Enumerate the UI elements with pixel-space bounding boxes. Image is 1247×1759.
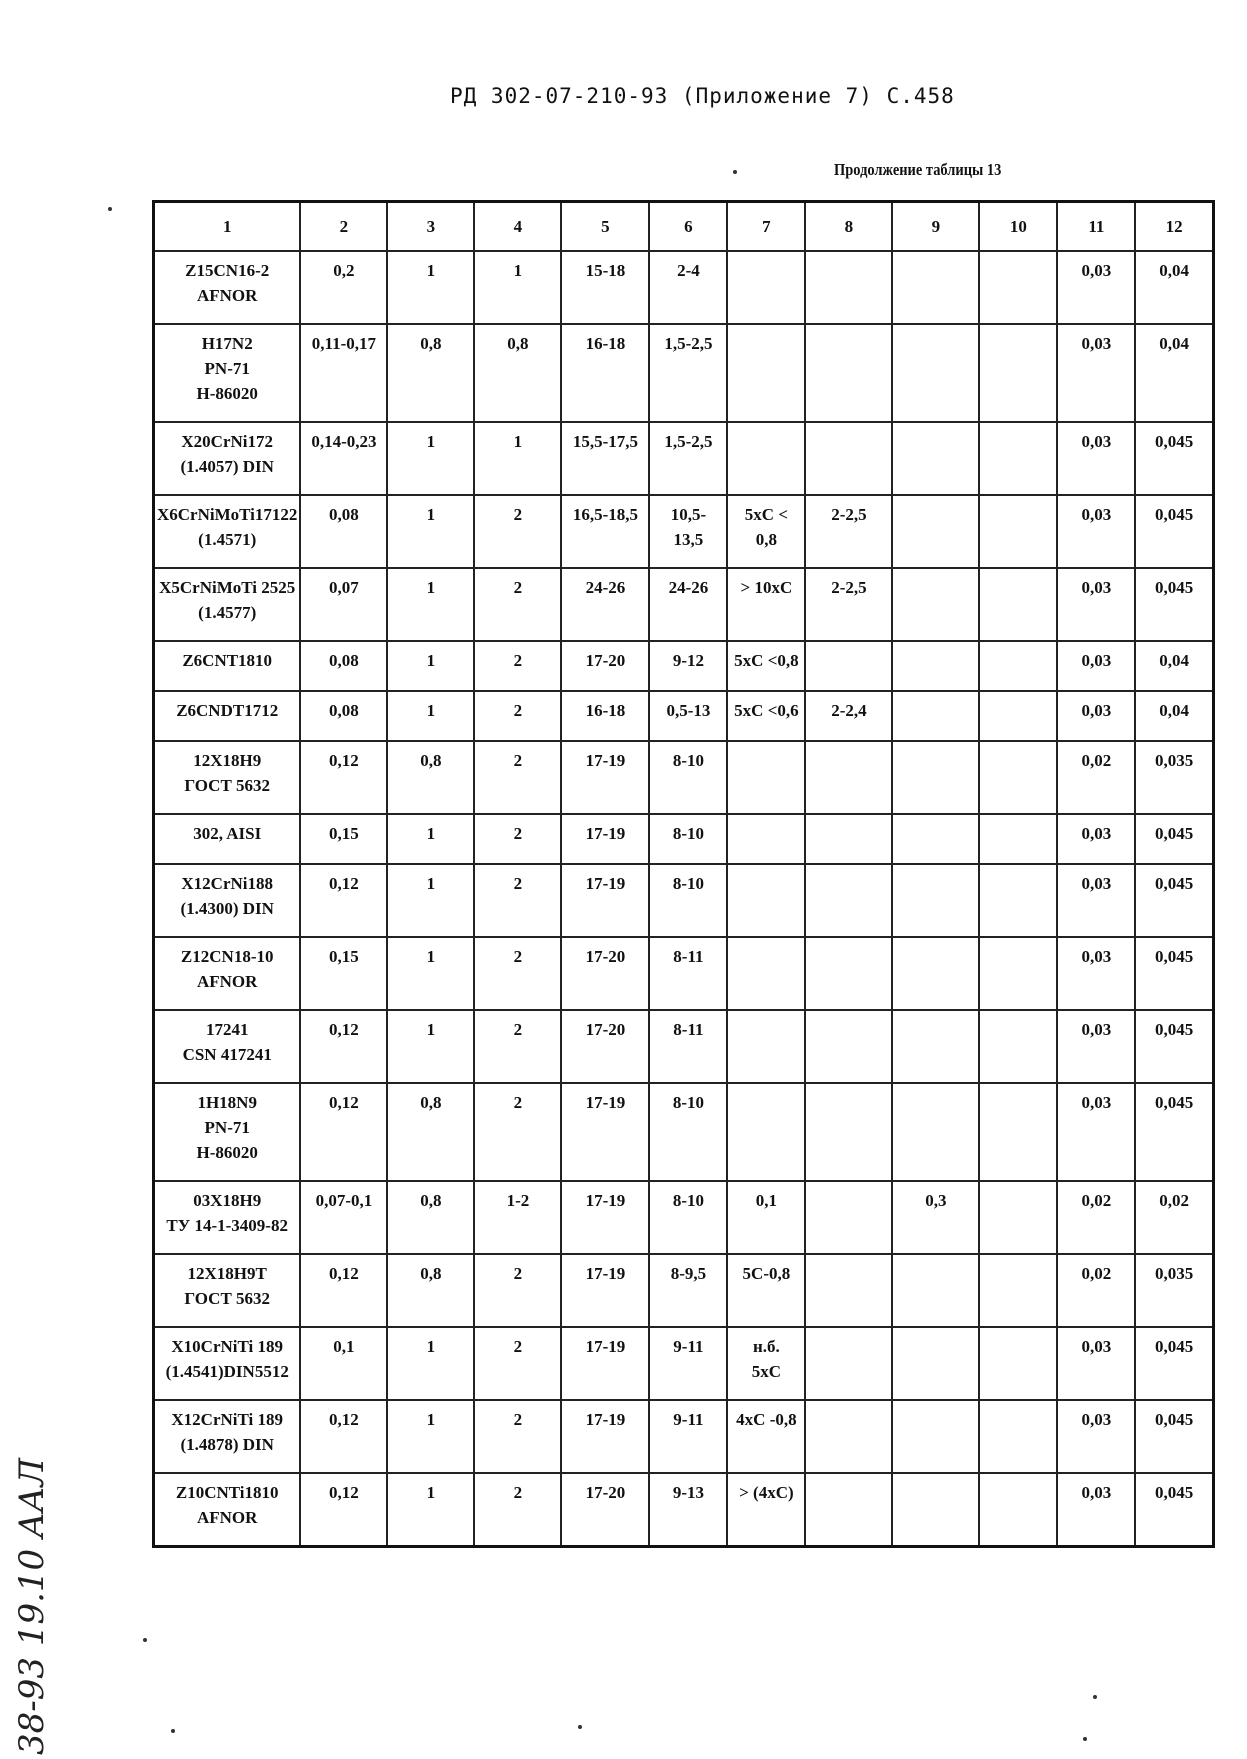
value-cell: 0,03 <box>1057 251 1135 324</box>
steel-grade-cell: 302, AISI <box>154 814 301 864</box>
value-cell: 1 <box>387 1473 474 1546</box>
table-row <box>154 1400 1214 1473</box>
value-cell: > (4хС) <box>727 1473 805 1546</box>
value-cell: 0,12 <box>300 1473 387 1546</box>
table-row <box>154 1327 1214 1400</box>
value-cell <box>805 1400 892 1473</box>
value-cell <box>892 864 979 937</box>
value-cell: 0,12 <box>300 1083 387 1181</box>
column-header-4: 4 <box>474 202 561 252</box>
value-cell <box>805 814 892 864</box>
value-cell <box>979 324 1057 422</box>
value-cell <box>892 741 979 814</box>
value-cell <box>805 741 892 814</box>
value-cell <box>892 495 979 568</box>
value-cell: 0,8 <box>387 1181 474 1254</box>
column-header-2: 2 <box>300 202 387 252</box>
value-cell: 0,1 <box>727 1181 805 1254</box>
value-cell <box>979 1473 1057 1546</box>
scan-speck <box>1093 1695 1097 1699</box>
value-cell: 2 <box>474 495 561 568</box>
value-cell <box>727 251 805 324</box>
value-cell <box>727 741 805 814</box>
value-cell: 17-19 <box>561 1181 649 1254</box>
value-cell: 17-19 <box>561 864 649 937</box>
value-cell: 0,02 <box>1057 1181 1135 1254</box>
value-cell: 1,5-2,5 <box>649 422 727 495</box>
value-cell: 0,12 <box>300 1254 387 1327</box>
scan-speck <box>578 1725 582 1729</box>
value-cell: 0,03 <box>1057 1400 1135 1473</box>
value-cell: 8-10 <box>649 814 727 864</box>
table-row <box>154 495 1214 568</box>
steel-grade-cell: 1H18N9 PN-71 H-86020 <box>154 1083 301 1181</box>
value-cell <box>892 251 979 324</box>
value-cell: 0,045 <box>1135 422 1213 495</box>
value-cell <box>805 864 892 937</box>
value-cell <box>805 1327 892 1400</box>
value-cell: 1 <box>474 422 561 495</box>
table-continuation-label: Продолжение таблицы 13 <box>834 160 1002 179</box>
value-cell: 0,15 <box>300 937 387 1010</box>
value-cell: 10,5- 13,5 <box>649 495 727 568</box>
value-cell: 0,045 <box>1135 568 1213 641</box>
value-cell: 16-18 <box>561 691 649 741</box>
value-cell <box>892 1473 979 1546</box>
value-cell: 2 <box>474 691 561 741</box>
value-cell: н.б. 5хС <box>727 1327 805 1400</box>
scan-speck <box>143 1638 147 1642</box>
value-cell <box>979 1181 1057 1254</box>
value-cell: 0,03 <box>1057 691 1135 741</box>
table-row <box>154 1083 1214 1181</box>
table-row <box>154 937 1214 1010</box>
value-cell <box>805 1254 892 1327</box>
steel-grade-cell: 17241 CSN 417241 <box>154 1010 301 1083</box>
value-cell: 0,045 <box>1135 1327 1213 1400</box>
value-cell <box>892 1254 979 1327</box>
value-cell: 5хС <0,8 <box>727 641 805 691</box>
value-cell <box>979 691 1057 741</box>
value-cell: 1 <box>387 937 474 1010</box>
value-cell <box>805 1181 892 1254</box>
value-cell <box>805 641 892 691</box>
value-cell <box>727 1010 805 1083</box>
table-row <box>154 641 1214 691</box>
value-cell <box>805 1473 892 1546</box>
scan-speck <box>733 170 737 174</box>
value-cell: 0,03 <box>1057 1473 1135 1546</box>
value-cell: 17-19 <box>561 814 649 864</box>
value-cell: 8-10 <box>649 1181 727 1254</box>
table-row <box>154 1473 1214 1546</box>
value-cell <box>892 814 979 864</box>
value-cell: 0,8 <box>387 741 474 814</box>
value-cell: 0,045 <box>1135 864 1213 937</box>
value-cell: 0,12 <box>300 1010 387 1083</box>
steel-grade-cell: X6CrNiMoTi17122 (1.4571) <box>154 495 301 568</box>
value-cell: 2 <box>474 1083 561 1181</box>
table-row <box>154 568 1214 641</box>
value-cell: 1 <box>387 1010 474 1083</box>
value-cell: 0,045 <box>1135 1473 1213 1546</box>
value-cell: 8-11 <box>649 937 727 1010</box>
steel-grade-cell: X5CrNiMoTi 2525 (1.4577) <box>154 568 301 641</box>
value-cell <box>805 324 892 422</box>
value-cell: 0,03 <box>1057 422 1135 495</box>
column-header-3: 3 <box>387 202 474 252</box>
value-cell <box>892 641 979 691</box>
table-row <box>154 422 1214 495</box>
value-cell: 15,5-17,5 <box>561 422 649 495</box>
scan-speck <box>171 1729 175 1733</box>
table-body <box>154 251 1214 1546</box>
value-cell: 0,12 <box>300 741 387 814</box>
value-cell: 0,12 <box>300 864 387 937</box>
value-cell: 2-2,5 <box>805 495 892 568</box>
value-cell: 0,045 <box>1135 1083 1213 1181</box>
value-cell: 0,02 <box>1057 741 1135 814</box>
column-header-9: 9 <box>892 202 979 252</box>
value-cell: 1 <box>387 422 474 495</box>
value-cell: 2 <box>474 1400 561 1473</box>
value-cell <box>979 937 1057 1010</box>
value-cell: 17-19 <box>561 741 649 814</box>
value-cell: 5хС <0,6 <box>727 691 805 741</box>
value-cell: 0,03 <box>1057 495 1135 568</box>
value-cell: 0,8 <box>387 324 474 422</box>
steel-grade-cell: 12Х18Н9 ГОСТ 5632 <box>154 741 301 814</box>
value-cell: 0,03 <box>1057 324 1135 422</box>
value-cell <box>892 937 979 1010</box>
value-cell: 1-2 <box>474 1181 561 1254</box>
value-cell: 0,04 <box>1135 641 1213 691</box>
data-table <box>152 200 1215 1548</box>
value-cell <box>892 324 979 422</box>
steel-grade-cell: Z6CNDT1712 <box>154 691 301 741</box>
value-cell: 0,045 <box>1135 495 1213 568</box>
value-cell <box>979 1010 1057 1083</box>
value-cell: 8-9,5 <box>649 1254 727 1327</box>
value-cell: 1 <box>387 1400 474 1473</box>
value-cell <box>805 422 892 495</box>
value-cell <box>805 1010 892 1083</box>
table-row <box>154 864 1214 937</box>
value-cell: 1 <box>387 641 474 691</box>
value-cell: 0,03 <box>1057 1010 1135 1083</box>
table-row <box>154 1181 1214 1254</box>
value-cell: 0,15 <box>300 814 387 864</box>
value-cell: 0,03 <box>1057 641 1135 691</box>
value-cell <box>979 814 1057 864</box>
value-cell <box>979 741 1057 814</box>
steel-grade-cell: X12CrNi188 (1.4300) DIN <box>154 864 301 937</box>
value-cell: 0,12 <box>300 1400 387 1473</box>
value-cell: 17-20 <box>561 937 649 1010</box>
value-cell: 0,1 <box>300 1327 387 1400</box>
value-cell: 0,07-0,1 <box>300 1181 387 1254</box>
value-cell: 4хС -0,8 <box>727 1400 805 1473</box>
value-cell: 0,8 <box>387 1254 474 1327</box>
value-cell <box>979 1327 1057 1400</box>
value-cell: 0,035 <box>1135 741 1213 814</box>
column-header-7: 7 <box>727 202 805 252</box>
value-cell: 0,8 <box>387 1083 474 1181</box>
value-cell: 0,08 <box>300 495 387 568</box>
value-cell: 0,04 <box>1135 251 1213 324</box>
value-cell <box>727 324 805 422</box>
value-cell <box>892 1083 979 1181</box>
table-row <box>154 251 1214 324</box>
value-cell <box>979 568 1057 641</box>
value-cell: 0,02 <box>1135 1181 1213 1254</box>
value-cell: 0,045 <box>1135 1400 1213 1473</box>
value-cell: 2-2,4 <box>805 691 892 741</box>
column-header-10: 10 <box>979 202 1057 252</box>
value-cell: 0,03 <box>1057 937 1135 1010</box>
value-cell <box>979 864 1057 937</box>
value-cell: 17-20 <box>561 1010 649 1083</box>
value-cell: 1 <box>387 1327 474 1400</box>
value-cell <box>892 1010 979 1083</box>
steel-grade-cell: Z15CN16-2 AFNOR <box>154 251 301 324</box>
value-cell: 2 <box>474 741 561 814</box>
value-cell: 1 <box>474 251 561 324</box>
value-cell: 2 <box>474 1254 561 1327</box>
value-cell: 2 <box>474 1010 561 1083</box>
value-cell: 17-19 <box>561 1400 649 1473</box>
value-cell: 8-10 <box>649 864 727 937</box>
steel-grade-cell: X12CrNiTi 189 (1.4878) DIN <box>154 1400 301 1473</box>
steel-grade-cell: H17N2 PN-71 H-86020 <box>154 324 301 422</box>
value-cell <box>805 937 892 1010</box>
value-cell: 2 <box>474 641 561 691</box>
value-cell: 0,03 <box>1057 814 1135 864</box>
value-cell: 24-26 <box>561 568 649 641</box>
value-cell: 0,02 <box>1057 1254 1135 1327</box>
value-cell: 0,14-0,23 <box>300 422 387 495</box>
handwritten-margin-note: 38-93 19.10 ААЛ <box>12 1458 52 1755</box>
steel-grade-cell: X20CrNi172 (1.4057) DIN <box>154 422 301 495</box>
column-header-8: 8 <box>805 202 892 252</box>
value-cell: 2-4 <box>649 251 727 324</box>
value-cell <box>727 1083 805 1181</box>
value-cell: 0,03 <box>1057 568 1135 641</box>
value-cell: 24-26 <box>649 568 727 641</box>
table-row <box>154 691 1214 741</box>
value-cell: 1 <box>387 814 474 864</box>
value-cell: 2 <box>474 568 561 641</box>
value-cell: 9-11 <box>649 1327 727 1400</box>
value-cell: 2 <box>474 1473 561 1546</box>
value-cell: 0,04 <box>1135 691 1213 741</box>
value-cell: 8-10 <box>649 1083 727 1181</box>
value-cell: 0,07 <box>300 568 387 641</box>
steel-grade-cell: Z12CN18-10 AFNOR <box>154 937 301 1010</box>
value-cell <box>892 568 979 641</box>
steel-grade-cell: Z6CNT1810 <box>154 641 301 691</box>
value-cell: 15-18 <box>561 251 649 324</box>
value-cell: 17-19 <box>561 1083 649 1181</box>
steel-grade-cell: X10CrNiTi 189 (1.4541)DIN5512 <box>154 1327 301 1400</box>
column-header-5: 5 <box>561 202 649 252</box>
value-cell: 0,035 <box>1135 1254 1213 1327</box>
value-cell <box>892 1327 979 1400</box>
value-cell: 2 <box>474 864 561 937</box>
table-row <box>154 1254 1214 1327</box>
table-row <box>154 324 1214 422</box>
value-cell: 17-19 <box>561 1327 649 1400</box>
steel-grade-cell: 12Х18Н9Т ГОСТ 5632 <box>154 1254 301 1327</box>
column-header-1: 1 <box>154 202 301 252</box>
value-cell <box>892 422 979 495</box>
table-header-row <box>154 202 1214 252</box>
value-cell: 17-20 <box>561 641 649 691</box>
value-cell: 2 <box>474 1327 561 1400</box>
value-cell <box>979 1083 1057 1181</box>
value-cell <box>805 1083 892 1181</box>
value-cell <box>979 251 1057 324</box>
value-cell: 0,045 <box>1135 814 1213 864</box>
value-cell: 0,08 <box>300 691 387 741</box>
table-row <box>154 1010 1214 1083</box>
scan-speck <box>108 207 112 211</box>
value-cell <box>805 251 892 324</box>
value-cell: 0,08 <box>300 641 387 691</box>
value-cell: 8-11 <box>649 1010 727 1083</box>
value-cell: 1,5-2,5 <box>649 324 727 422</box>
value-cell <box>727 814 805 864</box>
value-cell: 16,5-18,5 <box>561 495 649 568</box>
value-cell: 0,11-0,17 <box>300 324 387 422</box>
value-cell: 2 <box>474 814 561 864</box>
scan-speck <box>1083 1737 1087 1741</box>
value-cell <box>979 1400 1057 1473</box>
value-cell <box>979 641 1057 691</box>
value-cell: 0,2 <box>300 251 387 324</box>
value-cell: 0,03 <box>1057 1327 1135 1400</box>
value-cell <box>892 691 979 741</box>
value-cell: 0,04 <box>1135 324 1213 422</box>
value-cell: 1 <box>387 568 474 641</box>
column-header-11: 11 <box>1057 202 1135 252</box>
value-cell: 0,03 <box>1057 1083 1135 1181</box>
document-header: РД 302-07-210-93 (Приложение 7) С.458 <box>450 84 955 108</box>
value-cell <box>979 422 1057 495</box>
value-cell: 16-18 <box>561 324 649 422</box>
value-cell: 17-19 <box>561 1254 649 1327</box>
value-cell: 0,045 <box>1135 937 1213 1010</box>
table-row <box>154 814 1214 864</box>
value-cell: 1 <box>387 691 474 741</box>
value-cell: 8-10 <box>649 741 727 814</box>
value-cell: 9-12 <box>649 641 727 691</box>
value-cell: 2-2,5 <box>805 568 892 641</box>
value-cell: 5С-0,8 <box>727 1254 805 1327</box>
value-cell: > 10хС <box>727 568 805 641</box>
value-cell: 17-20 <box>561 1473 649 1546</box>
value-cell: 0,8 <box>474 324 561 422</box>
value-cell <box>979 495 1057 568</box>
value-cell: 0,045 <box>1135 1010 1213 1083</box>
value-cell: 0,03 <box>1057 864 1135 937</box>
steel-grade-cell: 03Х18Н9 ТУ 14-1-3409-82 <box>154 1181 301 1254</box>
value-cell: 1 <box>387 251 474 324</box>
value-cell: 1 <box>387 495 474 568</box>
value-cell <box>727 422 805 495</box>
value-cell: 0,3 <box>892 1181 979 1254</box>
table-row <box>154 741 1214 814</box>
value-cell <box>727 937 805 1010</box>
value-cell: 1 <box>387 864 474 937</box>
value-cell <box>979 1254 1057 1327</box>
value-cell: 2 <box>474 937 561 1010</box>
value-cell: 9-11 <box>649 1400 727 1473</box>
column-header-12: 12 <box>1135 202 1213 252</box>
value-cell: 0,5-13 <box>649 691 727 741</box>
column-header-6: 6 <box>649 202 727 252</box>
value-cell: 9-13 <box>649 1473 727 1546</box>
value-cell <box>727 864 805 937</box>
steel-grade-cell: Z10CNTi1810 AFNOR <box>154 1473 301 1546</box>
value-cell <box>892 1400 979 1473</box>
value-cell: 5хС < 0,8 <box>727 495 805 568</box>
